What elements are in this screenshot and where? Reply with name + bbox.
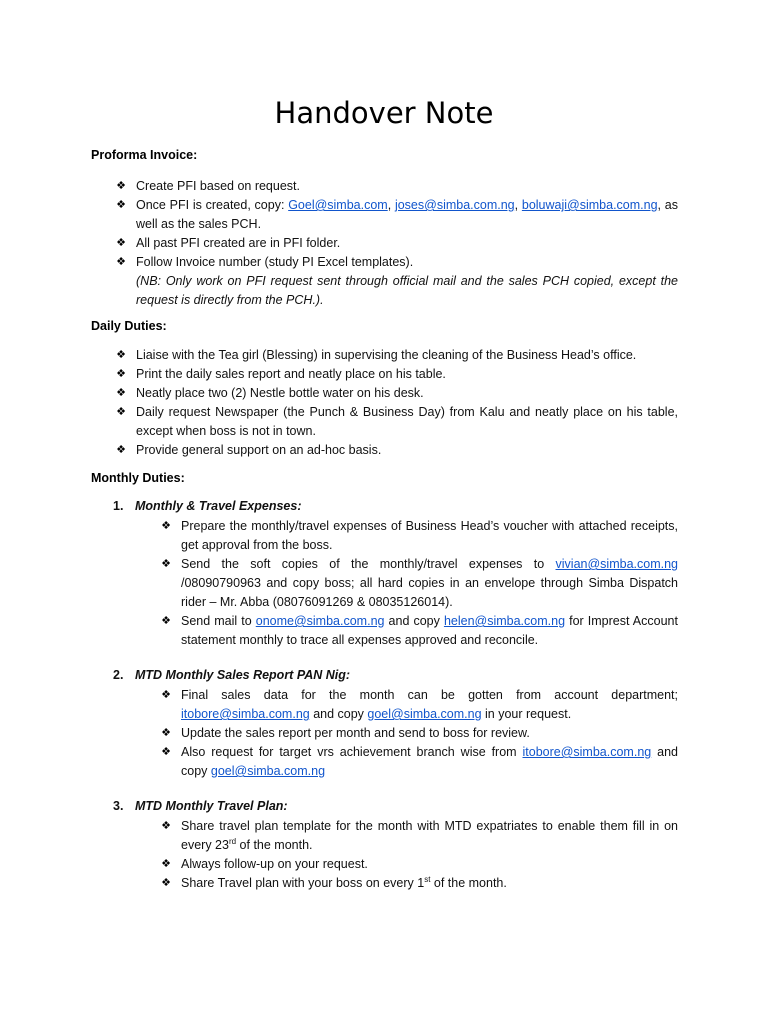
list-item: ❖ Create PFI based on request. — [113, 177, 678, 196]
daily-list — [113, 346, 678, 460]
email-link[interactable]: vivian@simba.com.ng — [555, 557, 678, 571]
list-item: ❖ Always follow-up on your request. — [158, 855, 678, 874]
document-title: Handover Note — [274, 96, 494, 130]
list-item: ❖ All past PFI created are in PFI folder. — [113, 234, 678, 253]
section-heading-proforma: Proforma Invoice: — [91, 148, 198, 162]
diamond-bullet-icon: ❖ — [116, 349, 126, 361]
list-item: ❖ Also request for target vrs achievement branch wise from itobore@simba.com.ng and copy goel@simba.com.ng — [158, 743, 678, 781]
diamond-bullet-icon: ❖ — [161, 858, 171, 870]
list-item: ❖ Final sales data for the month can be gotten from account department; itobore@simba.com.ng and copy goel@simba.com.ng in your request. — [158, 686, 678, 724]
diamond-bullet-icon: ❖ — [116, 387, 126, 399]
list-item: ❖ Once PFI is created, copy: Goel@simba.com, joses@simba.com.ng, boluwaji@simba.com.ng, as well as the sales PCH. — [113, 196, 678, 234]
subsection-heading-travel-plan: 3. MTD Monthly Travel Plan: — [113, 799, 288, 813]
sales-report-list — [158, 686, 678, 781]
section-heading-daily: Daily Duties: — [91, 319, 167, 333]
proforma-list — [113, 177, 678, 310]
list-item: ❖ Liaise with the Tea girl (Blessing) in supervising the cleaning of the Business Head’s office. — [113, 346, 678, 365]
list-item: ❖ Send the soft copies of the monthly/travel expenses to vivian@simba.com.ng /08090790963 and copy boss; all hard copies in an envelope through Simba Dispatch rider – Mr. Abba (08076091269 & 08035126014). — [158, 555, 678, 612]
diamond-bullet-icon: ❖ — [161, 820, 171, 832]
diamond-bullet-icon: ❖ — [161, 520, 171, 532]
list-item: ❖ Send mail to onome@simba.com.ng and copy helen@simba.com.ng for Imprest Account statement monthly to trace all expenses approved and reconcile. — [158, 612, 678, 650]
diamond-bullet-icon: ❖ — [161, 558, 171, 570]
email-link[interactable]: goel@simba.com.ng — [367, 707, 482, 721]
list-item: ❖ Daily request Newspaper (the Punch & Business Day) from Kalu and neatly place on his table, except when boss is not in town. — [113, 403, 678, 441]
section-heading-monthly: Monthly Duties: — [91, 471, 185, 485]
list-item: ❖ Prepare the monthly/travel expenses of Business Head’s voucher with attached receipts, get approval from the boss. — [158, 517, 678, 555]
diamond-bullet-icon: ❖ — [161, 877, 171, 889]
subsection-heading-sales-report: 2. MTD Monthly Sales Report PAN Nig: — [113, 668, 351, 682]
email-link[interactable]: itobore@simba.com.ng — [522, 745, 652, 759]
email-link[interactable]: boluwaji@simba.com.ng — [521, 198, 658, 212]
email-link[interactable]: onome@simba.com.ng — [255, 614, 385, 628]
subsection-heading-expenses: 1. Monthly & Travel Expenses: — [113, 499, 302, 513]
diamond-bullet-icon: ❖ — [161, 615, 171, 627]
diamond-bullet-icon: ❖ — [116, 444, 126, 456]
list-item: ❖ Provide general support on an ad-hoc basis. — [113, 441, 678, 460]
diamond-bullet-icon: ❖ — [161, 746, 171, 758]
nb-note: (NB: Only work on PFI request sent through official mail and the sales PCH copied, except the request is directly from the PCH.). — [136, 274, 678, 307]
list-item: ❖ Follow Invoice number (study PI Excel templates). (NB: Only work on PFI request sent through official mail and the sales PCH copied, except the request is directly from the PCH.). — [113, 253, 678, 310]
email-link[interactable]: Goel@simba.com — [288, 198, 388, 212]
diamond-bullet-icon: ❖ — [116, 180, 126, 192]
email-link[interactable]: itobore@simba.com.ng — [181, 707, 310, 721]
email-link[interactable]: joses@simba.com.ng — [394, 198, 515, 212]
list-item: ❖ Neatly place two (2) Nestle bottle water on his desk. — [113, 384, 678, 403]
diamond-bullet-icon: ❖ — [116, 256, 126, 268]
diamond-bullet-icon: ❖ — [116, 406, 126, 418]
list-item: ❖ Share Travel plan with your boss on every 1st of the month. — [158, 874, 678, 893]
list-item: ❖ Share travel plan template for the month with MTD expatriates to enable them fill in on every 23rd of the month. — [158, 817, 678, 855]
list-item: ❖ Update the sales report per month and send to boss for review. — [158, 724, 678, 743]
diamond-bullet-icon: ❖ — [116, 368, 126, 380]
expenses-list — [158, 517, 678, 650]
email-link[interactable]: goel@simba.com.ng — [210, 764, 326, 778]
diamond-bullet-icon: ❖ — [161, 689, 171, 701]
diamond-bullet-icon: ❖ — [116, 237, 126, 249]
list-item: ❖ Print the daily sales report and neatly place on his table. — [113, 365, 678, 384]
diamond-bullet-icon: ❖ — [161, 727, 171, 739]
email-link[interactable]: helen@simba.com.ng — [443, 614, 566, 628]
travel-plan-list — [158, 817, 678, 893]
diamond-bullet-icon: ❖ — [116, 199, 126, 211]
